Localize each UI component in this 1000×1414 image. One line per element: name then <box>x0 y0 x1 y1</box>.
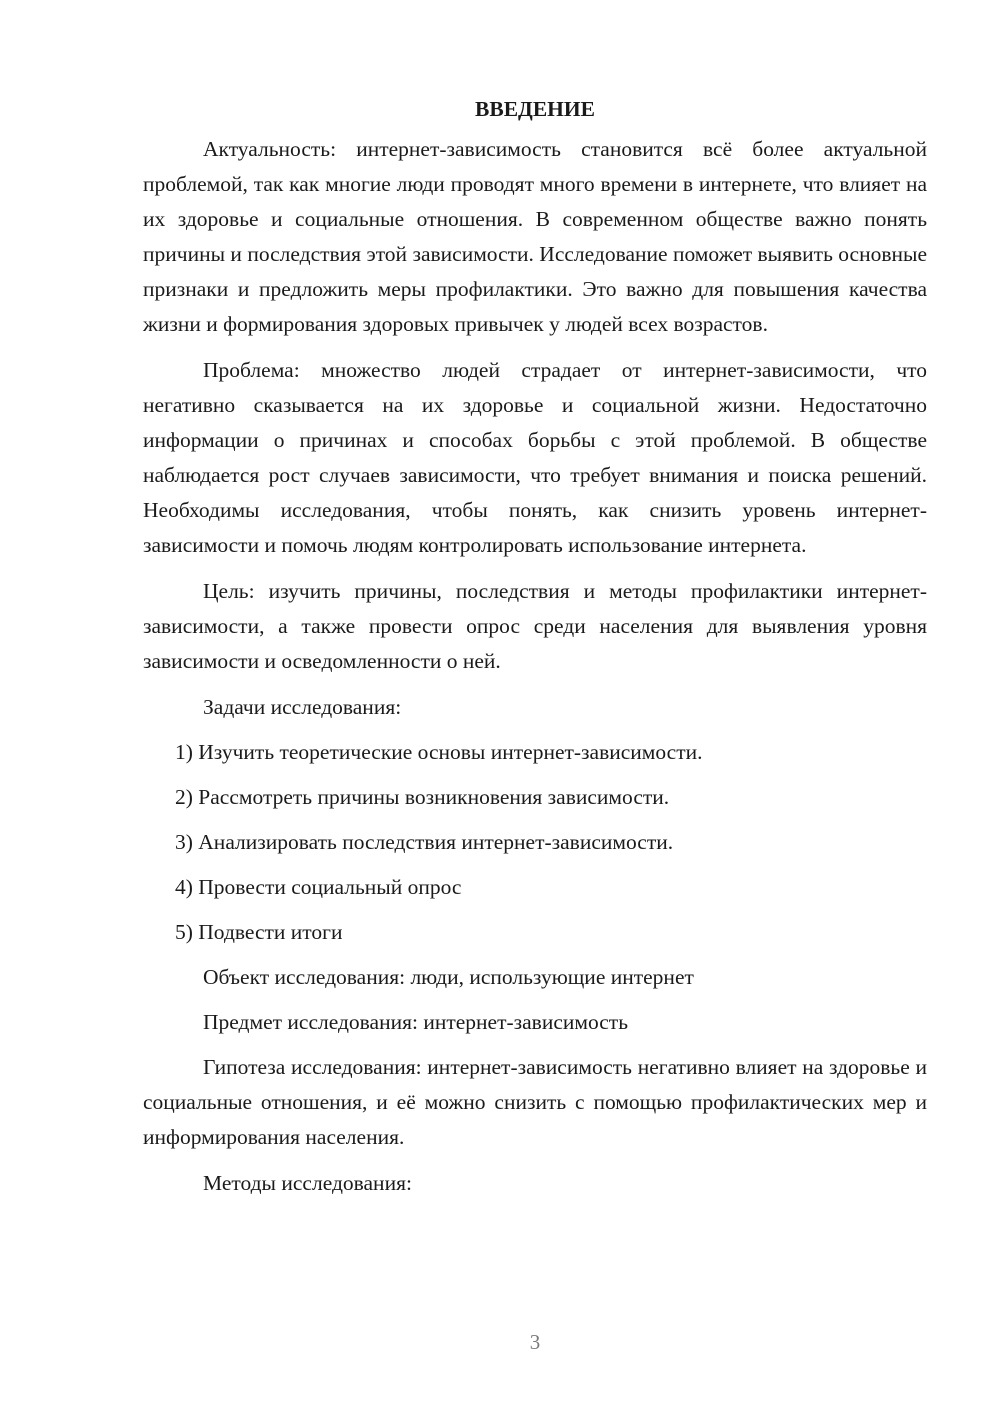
list-item: 4) Провести социальный опрос <box>175 875 462 899</box>
page-title: ВВЕДЕНИЕ <box>475 97 595 121</box>
list-item: 2) Рассмотреть причины возникновения зависимости. <box>175 785 670 809</box>
list-item: 5) Подвести итоги <box>175 920 343 944</box>
tasks-list <box>143 735 927 950</box>
goal-paragraph: Цель: изучить причины, последствия и методы профилактики интернет-зависимости, а также провести опрос среди населения для выявления уровня зависимости и осведомленности о ней. <box>143 579 927 673</box>
list-item: 3) Анализировать последствия интернет-зависимости. <box>175 830 674 854</box>
subject-line: Предмет исследования: интернет-зависимость <box>203 1010 629 1034</box>
problem-paragraph: Проблема: множество людей страдает от интернет-зависимости, что негативно сказывается на их здоровье и социальной жизни. Недостаточно информации о причинах и способах борьбы с этой проблемой. В обществе наблюдается рост случаев зависимости, что требует внимания и поиска решений. Необходимы исследования, чтобы понять, как снизить уровень интернет-зависимости и помочь людям контролировать использование интернета. <box>143 358 927 557</box>
object-line: Объект исследования: люди, использующие интернет <box>203 965 694 989</box>
hypothesis-paragraph: Гипотеза исследования: интернет-зависимость негативно влияет на здоровье и социальные отношения, и её можно снизить с помощью профилактических мер и информирования населения. <box>143 1055 927 1149</box>
relevance-paragraph: Актуальность: интернет-зависимость становится всё более актуальной проблемой, так как многие люди проводят много времени в интернете, что влияет на их здоровье и социальные отношения. В современном обществе важно понять причины и последствия этой зависимости. Исследование поможет выявить основные признаки и предложить меры профилактики. Это важно для повышения качества жизни и формирования здоровых привычек у людей всех возрастов. <box>143 137 927 336</box>
tasks-heading: Задачи исследования: <box>203 695 402 719</box>
list-item: 1) Изучить теоретические основы интернет-зависимости. <box>175 740 703 764</box>
methods-heading: Методы исследования: <box>203 1171 412 1195</box>
page-number: 3 <box>529 1330 541 1354</box>
document-page <box>143 92 927 1211</box>
